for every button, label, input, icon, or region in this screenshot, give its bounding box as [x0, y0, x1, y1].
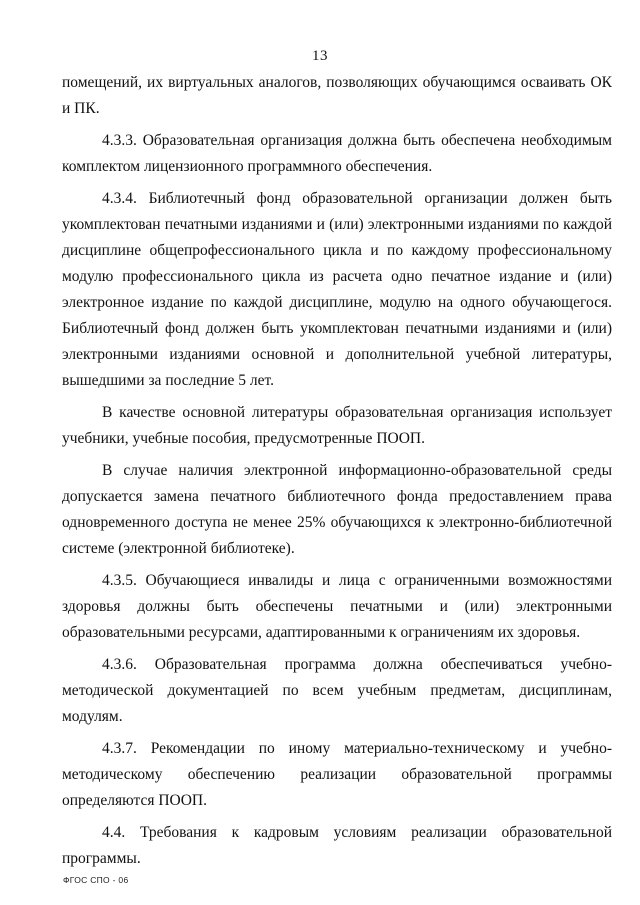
- paragraph-continuation: помещений, их виртуальных аналогов, позволяющих обучающимся осваивать ОК и ПК.: [62, 74, 612, 117]
- paragraph-4-3-7: 4.3.7. Рекомендации по иному материально-техническому и учебно-методическому обеспечению реализации образовательной программы определяются ПООП.: [62, 740, 612, 809]
- footer-code: ФГОС СПО - 06: [63, 875, 129, 885]
- paragraph-4-4: 4.4. Требования к кадровым условиям реализации образовательной программы.: [62, 824, 612, 867]
- document-body: [62, 70, 612, 878]
- paragraph-4-3-5: 4.3.5. Обучающиеся инвалиды и лица с ограниченными возможностями здоровья должны быть обеспечены печатными и (или) электронными образовательными ресурсами, адаптированными к ограничениям их здоровья.: [62, 572, 612, 641]
- paragraph-electronic-environment: В случае наличия электронной информационно-образовательной среды допускается замена печатного библиотечного фонда предоставлением права одновременного доступа не менее 25% обучающихся к электронно-библиотечной системе (электронной библиотеке).: [62, 462, 612, 557]
- paragraph-main-literature: В качестве основной литературы образовательная организация использует учебники, учебные пособия, предусмотренные ПООП.: [62, 404, 612, 447]
- paragraph-4-3-6: 4.3.6. Образовательная программа должна обеспечиваться учебно-методической документацией по всем учебным предметам, дисциплинам, модулям.: [62, 656, 612, 725]
- paragraph-4-3-4: 4.3.4. Библиотечный фонд образовательной организации должен быть укомплектован печатными изданиями и (или) электронными изданиями по каждой дисциплине общепрофессионального цикла и по каждому профессиональному модулю профессионального цикла из расчета одно печатное издание и (или) электронное издание по каждой дисциплине, модулю на одного обучающегося. Библиотечный фонд должен быть укомплектован печатными изданиями и (или) электронными изданиями основной и дополнительной учебной литературы, вышедшими за последние 5 лет.: [62, 190, 612, 389]
- page-number: 13: [312, 48, 328, 64]
- paragraph-4-3-3: 4.3.3. Образовательная организация должна быть обеспечена необходимым комплектом лицензионного программного обеспечения.: [62, 132, 612, 175]
